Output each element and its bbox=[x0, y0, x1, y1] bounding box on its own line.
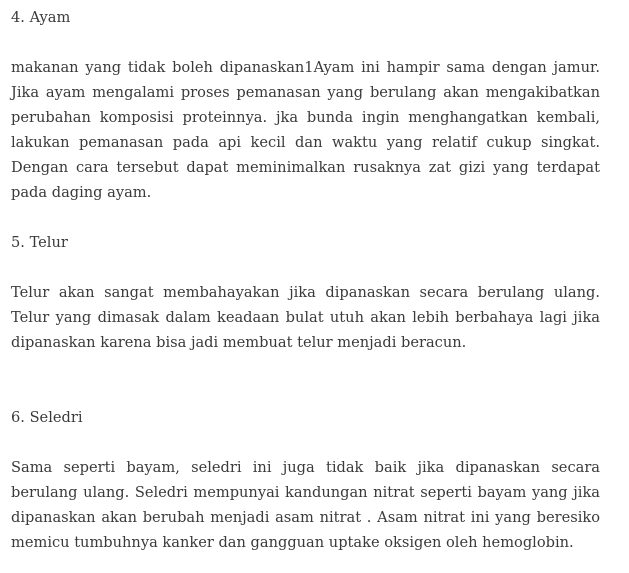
section-heading-telur: 5. Telur bbox=[11, 234, 68, 251]
section-paragraph-telur: Telur akan sangat membahayakan jika dipanaskan secara berulang ulang. Telur yang dimasak dalam keadaan bulat utuh akan lebih berbahaya lagi jika dipanaskan karena bisa jadi membuat telur menjadi beracun. bbox=[11, 284, 600, 351]
section-heading-ayam: 4. Ayam bbox=[11, 9, 71, 26]
section-paragraph-ayam: makanan yang tidak boleh dipanaskan1Ayam ini hampir sama dengan jamur. Jika ayam mengalami proses pemanasan yang berulang akan mengakibatkan perubahan komposisi proteinnya. jka bunda ingin menghangatkan kembali, lakukan pemanasan pada api kecil dan waktu yang relatif cukup singkat. Dengan cara tersebut dapat meminimalkan rusaknya zat gizi yang terdapat pada daging ayam. bbox=[11, 59, 600, 201]
section-heading-seledri: 6. Seledri bbox=[11, 409, 83, 426]
section-paragraph-seledri: Sama seperti bayam, seledri ini juga tidak baik jika dipanaskan secara berulang ulang. Seledri mempunyai kandungan nitrat seperti bayam yang jika dipanaskan akan berubah menjadi asam nitrat . Asam nitrat ini yang beresiko memicu tumbuhnya kanker dan gangguan uptake oksigen oleh hemoglobin. bbox=[11, 459, 600, 551]
